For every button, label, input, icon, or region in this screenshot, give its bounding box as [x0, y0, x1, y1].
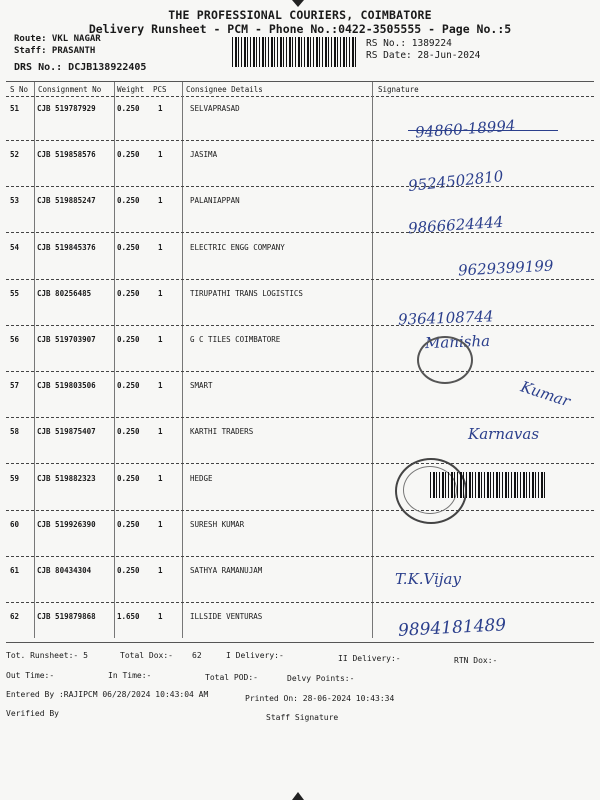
company-stamp [417, 336, 473, 384]
row-consignee: SELVAPRASAD [190, 104, 240, 113]
row-weight: 0.250 [117, 474, 140, 483]
col-divider [114, 82, 115, 638]
row-consignee: G C TILES COIMBATORE [190, 335, 281, 344]
row-weight: 1.650 [117, 612, 140, 621]
row-sno: 58 [10, 427, 20, 436]
row-pcs: 1 [158, 566, 163, 575]
row-consignment-no: CJB 519858576 [37, 150, 96, 159]
row-weight: 0.250 [117, 566, 140, 575]
col-divider [372, 82, 373, 638]
total-dox-label: Total Dox:- [120, 651, 173, 660]
row-consignee: SMART [190, 381, 213, 390]
row-divider [6, 371, 594, 372]
row-consignee: ELECTRIC ENGG COMPANY [190, 243, 285, 252]
row-weight: 0.250 [117, 335, 140, 344]
punch-mark-top [292, 0, 304, 7]
row-sno: 53 [10, 196, 20, 205]
row-sno: 52 [10, 150, 20, 159]
row-consignment-no: CJB 519703907 [37, 335, 96, 344]
row-divider [6, 186, 594, 187]
row-divider [6, 325, 594, 326]
row-consignee: PALANIAPPAN [190, 196, 240, 205]
handwritten-signature: 94860-18994 [414, 116, 517, 142]
row-consignee: HEDGE [190, 474, 213, 483]
row-weight: 0.250 [117, 243, 140, 252]
barcode [232, 37, 356, 67]
handwritten-signature: 9364108744 [397, 307, 494, 329]
col-header-sno: S No [10, 85, 29, 94]
row-divider [6, 232, 594, 233]
row-pcs: 1 [158, 289, 163, 298]
total-pod: Total POD:- [205, 673, 258, 682]
handwritten-signature: Karnavas [468, 425, 540, 443]
row-consignee: SURESH KUMAR [190, 520, 245, 529]
table-header-divider [6, 96, 594, 97]
total-dox-value: 62 [192, 651, 202, 660]
row-pcs: 1 [158, 381, 163, 390]
handwritten-signature: 9629399199 [457, 256, 554, 280]
row-consignee: KARTHI TRADERS [190, 427, 254, 436]
col-header-pcs: PCS [153, 85, 167, 94]
handwritten-signature: 9524502810 [407, 167, 505, 195]
row-consignee: JASIMA [190, 150, 218, 159]
row-weight: 0.250 [117, 150, 140, 159]
row-consignment-no: CJB 519803506 [37, 381, 96, 390]
row-pcs: 1 [158, 243, 163, 252]
row-consignment-no: CJB 519926390 [37, 520, 96, 529]
col-header-consignee: Consignee Details [186, 85, 263, 94]
col-header-weight: Weight [117, 85, 145, 94]
row-sno: 54 [10, 243, 20, 252]
row-pcs: 1 [158, 150, 163, 159]
handwritten-signature: T.K.Vijay [395, 570, 461, 588]
entered-by: Entered By :RAJIPCM 06/28/2024 10:43:04 AM [6, 690, 209, 699]
row-pcs: 1 [158, 612, 163, 621]
row-weight: 0.250 [117, 381, 140, 390]
table-bottom-border [6, 642, 594, 643]
row-weight: 0.250 [117, 520, 140, 529]
col-divider [34, 82, 35, 638]
row-consignment-no: CJB 519885247 [37, 196, 96, 205]
route-label: Route: VKL NAGAR [14, 34, 101, 44]
row-consignment-no: CJB 519882323 [37, 474, 96, 483]
row-sno: 62 [10, 612, 20, 621]
handwritten-signature: Manisha [424, 331, 491, 353]
row-consignee: SATHYA RAMANUJAM [190, 566, 263, 575]
row-consignment-no: CJB 519845376 [37, 243, 96, 252]
handwritten-signature: 9894181489 [397, 615, 507, 641]
row-consignee: TIRUPATHI TRANS LOGISTICS [190, 289, 303, 298]
row-sno: 57 [10, 381, 20, 390]
col-header-consignment: Consignment No [38, 85, 102, 94]
row-pcs: 1 [158, 427, 163, 436]
sticker-barcode [430, 472, 546, 498]
signature-squiggle [408, 130, 558, 131]
out-time: Out Time:- [6, 671, 55, 680]
row-divider [6, 279, 594, 280]
row-divider [6, 463, 594, 464]
tot-runsheet: Tot. Runsheet:- 5 [6, 651, 88, 660]
handwritten-signature: 9866624444 [407, 212, 504, 238]
rs-date: RS Date: 28-Jun-2024 [366, 50, 481, 61]
row-weight: 0.250 [117, 289, 140, 298]
drs-number: DRS No.: DCJB138922405 [14, 62, 147, 73]
row-divider [6, 510, 594, 511]
row-weight: 0.250 [117, 196, 140, 205]
rtn-dox: RTN Dox:- [454, 656, 498, 665]
row-consignment-no: CJB 519787929 [37, 104, 96, 113]
row-consignment-no: CJB 80256485 [37, 289, 92, 298]
row-pcs: 1 [158, 520, 163, 529]
ii-delivery: II Delivery:- [338, 654, 401, 663]
row-consignee: ILLSIDE VENTURAS [190, 612, 263, 621]
row-divider [6, 417, 594, 418]
row-divider [6, 140, 594, 141]
staff-label: Staff: PRASANTH [14, 46, 96, 56]
rs-number: RS No.: 1389224 [366, 38, 452, 49]
printed-on: Printed On: 28-06-2024 10:43:34 [245, 694, 395, 703]
col-header-signature: Signature [378, 85, 419, 94]
row-sno: 55 [10, 289, 20, 298]
row-divider [6, 556, 594, 557]
verified-by: Verified By [6, 709, 59, 718]
row-weight: 0.250 [117, 427, 140, 436]
row-sno: 59 [10, 474, 20, 483]
runsheet-title: Delivery Runsheet - PCM - Phone No.:0422-3505555 - Page No.:5 [88, 22, 512, 36]
row-weight: 0.250 [117, 104, 140, 113]
row-pcs: 1 [158, 196, 163, 205]
staff-signature: Staff Signature [266, 713, 339, 722]
row-pcs: 1 [158, 474, 163, 483]
i-delivery: I Delivery:- [226, 651, 284, 660]
company-title: THE PROFESSIONAL COURIERS, COIMBATORE [168, 8, 432, 22]
row-sno: 51 [10, 104, 20, 113]
row-pcs: 1 [158, 335, 163, 344]
row-sno: 61 [10, 566, 20, 575]
row-consignment-no: CJB 80434304 [37, 566, 92, 575]
handwritten-signature: Kumar [518, 377, 573, 411]
col-divider [182, 82, 183, 638]
row-consignment-no: CJB 519879868 [37, 612, 96, 621]
row-sno: 56 [10, 335, 20, 344]
punch-mark-bottom [292, 792, 304, 800]
row-consignment-no: CJB 519875407 [37, 427, 96, 436]
row-pcs: 1 [158, 104, 163, 113]
delvy-points: Delvy Points:- [287, 674, 355, 683]
table-top-border [6, 81, 594, 82]
row-divider [6, 602, 594, 603]
in-time: In Time:- [108, 671, 152, 680]
row-sno: 60 [10, 520, 20, 529]
